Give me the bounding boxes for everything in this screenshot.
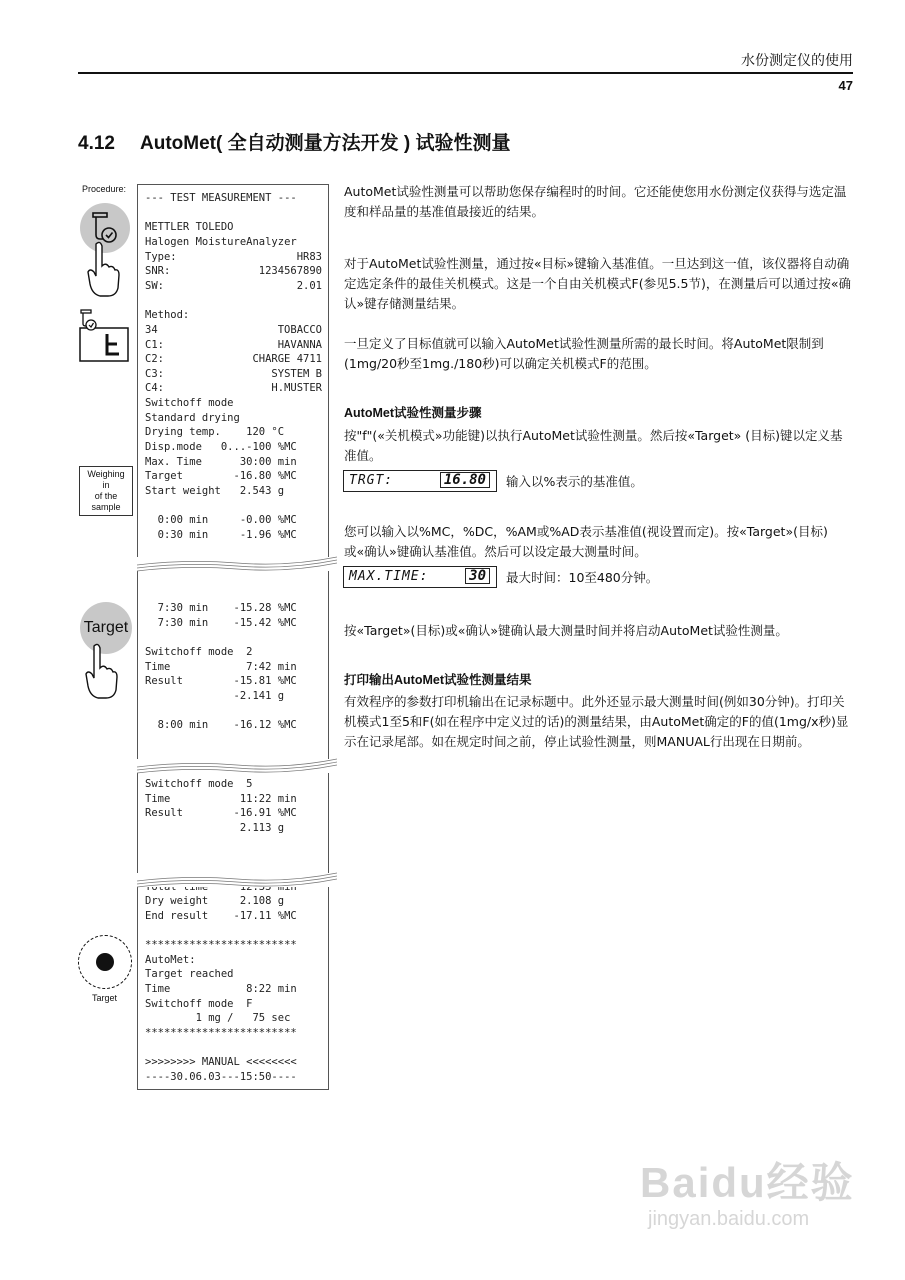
target-lcd-display bbox=[343, 470, 497, 492]
printout-line bbox=[145, 220, 322, 234]
printout-line bbox=[145, 894, 322, 908]
section-title-text: AutoMet( 全自动测量方法开发 ) 试验性测量 bbox=[140, 133, 511, 154]
watermark-url: jingyan.baidu.com bbox=[648, 1208, 810, 1230]
printout-line-text: Standard drying bbox=[145, 411, 240, 424]
printout-line bbox=[145, 206, 322, 220]
weighing-in-line-2: of the sample bbox=[91, 491, 121, 512]
weighing-in-label bbox=[79, 466, 133, 516]
printout-line bbox=[145, 631, 322, 645]
printout-line-text: Dry weight 2.108 g bbox=[145, 895, 285, 908]
printout-line-text: 8:00 min -16.12 %MC bbox=[145, 719, 297, 732]
target-paragraph: 对于AutoMet试验性测量，通过按«目标»键输入基准值。一旦达到这一值，该仪器将自动确定选定条件的最佳关机模式。这是一个自由关机模式F(参见5.5节)，在测量后可以通过按«确认»键存储测量结果。 bbox=[344, 256, 851, 311]
start-paragraph: 按«Target»(目标)或«确认»键确认最大测量时间并将启动AutoMet试验性测量。 bbox=[344, 623, 788, 638]
printout-line-text: 34 bbox=[145, 323, 158, 336]
printout-line bbox=[145, 499, 322, 513]
printout-line bbox=[145, 528, 322, 542]
printout-line bbox=[145, 587, 322, 601]
printout-line bbox=[145, 1041, 322, 1055]
lcd-max-time-label: MAX.TIME: bbox=[349, 569, 429, 584]
printout-line bbox=[145, 660, 322, 674]
printout-line-text: 7:30 min -15.42 %MC bbox=[145, 616, 297, 629]
printout-line bbox=[145, 469, 322, 483]
printout-line bbox=[145, 294, 322, 308]
printout-line bbox=[145, 279, 322, 293]
display-switchoff-icon bbox=[79, 308, 129, 362]
printout-line-text: Switchoff mode bbox=[145, 397, 234, 410]
printout-line bbox=[145, 1011, 322, 1025]
printout-line bbox=[145, 938, 322, 952]
printout-line bbox=[145, 674, 322, 688]
printout-line-text: METTLER TOLEDO bbox=[145, 221, 234, 234]
printout-line-text: --- TEST MEASUREMENT --- bbox=[145, 192, 297, 204]
procedure-paragraph: 按"f"(«关机模式»功能键)以执行AutoMet试验性测量。然后按«Target» (目标)键以定义基准值。 bbox=[344, 428, 843, 463]
printout-line bbox=[145, 250, 322, 264]
target-reached-indicator-icon bbox=[78, 935, 132, 989]
lcd-target-value: 16.80 bbox=[440, 472, 490, 488]
printout-line-text: 1 mg / 75 sec bbox=[145, 1012, 291, 1025]
printout-line-text: C4: bbox=[145, 382, 164, 395]
printout-line bbox=[145, 440, 322, 454]
printout-line-text: Switchoff mode 5 bbox=[145, 778, 253, 790]
printout-line bbox=[145, 792, 322, 806]
printout-line-text: Target -16.80 %MC bbox=[145, 470, 297, 483]
max-time-paragraph: 一旦定义了目标值就可以输入AutoMet试验性测量所需的最长时间。将AutoMet限制到(1mg/20秒至1mg./180秒)可以确定关机模式F的范围。 bbox=[344, 336, 824, 371]
printout-line-text: Result -15.81 %MC bbox=[145, 675, 297, 688]
printout-line bbox=[145, 455, 322, 469]
printout-break bbox=[137, 869, 337, 891]
printout-line-text: Time 8:22 min bbox=[145, 983, 297, 996]
printout-line bbox=[145, 367, 322, 381]
printout-line bbox=[145, 352, 322, 366]
printout-line-text: ----30.06.03---15:50---- bbox=[145, 1071, 297, 1083]
printout-line bbox=[145, 616, 322, 630]
printout-line-text: ************************ bbox=[145, 939, 297, 952]
printout-break bbox=[137, 553, 337, 575]
printout-line-text: Target reached bbox=[145, 968, 234, 981]
printout-line bbox=[145, 850, 322, 864]
printout-line bbox=[145, 997, 322, 1011]
printout-line-value: CHARGE 4711 bbox=[252, 353, 322, 366]
target-key-label: Target bbox=[83, 619, 129, 636]
print-heading: 打印输出AutoMet试验性测量结果 bbox=[344, 673, 532, 687]
printout-line bbox=[145, 1070, 322, 1084]
lcd-target-caption: 输入以%表示的基准值。 bbox=[506, 474, 643, 489]
procedure-label: Procedure: bbox=[82, 184, 127, 194]
baidu-watermark bbox=[640, 1150, 855, 1231]
printout-line-value: SYSTEM B bbox=[271, 367, 322, 380]
printout-line bbox=[145, 338, 322, 352]
printout-line-text: Disp.mode 0...-100 %MC bbox=[145, 441, 297, 454]
printout-line-text: Halogen MoistureAnalyzer bbox=[145, 235, 297, 248]
printout-line-text: SW: bbox=[145, 279, 164, 292]
section-title bbox=[78, 128, 510, 155]
printout-line bbox=[145, 821, 322, 835]
print-paragraph: 有效程序的参数打印机输出在记录标题中。此外还显示最大测量时间(例如30分钟)。打印关机模式1至5和F(如在程序中定义过的话)的测量结果，由AutoMet确定的F的值(1mg/x秒)显示在记录尾部。如在规定时间之前，停止试验性测量，则MANUAL行出现在日期前。 bbox=[344, 694, 849, 749]
printout-line-value: 1234567890 bbox=[258, 265, 322, 278]
printout-line bbox=[145, 484, 322, 498]
printout-line-text: ************************ bbox=[145, 1027, 297, 1040]
printout-line-text: SNR: bbox=[145, 265, 171, 278]
printout-line bbox=[145, 396, 322, 410]
printout-line-text: Method: bbox=[145, 309, 190, 322]
printout-line bbox=[145, 953, 322, 967]
printout-line-text: End result -17.11 %MC bbox=[145, 909, 297, 922]
weighing-in-line-1: Weighing in bbox=[87, 469, 125, 490]
printout-line bbox=[145, 1026, 322, 1040]
printout-line-text: C1: bbox=[145, 338, 164, 351]
printout-line bbox=[145, 689, 322, 703]
lcd-max-time-caption: 最大时间：10至480分钟。 bbox=[506, 570, 659, 585]
lcd-max-time-value: 30 bbox=[465, 568, 490, 584]
printout-line-text: 0:00 min -0.00 %MC bbox=[145, 514, 297, 527]
printout-line-value: HAVANNA bbox=[277, 338, 322, 351]
printout-line bbox=[145, 191, 322, 205]
printout-line-text: >>>>>>>> MANUAL <<<<<<<< bbox=[145, 1056, 297, 1069]
printout-line bbox=[145, 777, 322, 791]
printout-line bbox=[145, 323, 322, 337]
running-header-title: 水份测定仪的使用 bbox=[741, 53, 853, 69]
intro-paragraph: AutoMet试验性测量可以帮助您保存编程时的时间。它还能使您用水份测定仪获得与选定温度和样品量的基准值最接近的结果。 bbox=[344, 184, 847, 219]
printout-line-value: 2.01 bbox=[296, 279, 322, 292]
printout-line-text: Max. Time 30:00 min bbox=[145, 455, 297, 468]
printout-line bbox=[145, 308, 322, 322]
lcd-target-label: TRGT: bbox=[349, 473, 394, 488]
printout-line-text: Drying temp. 120 °C bbox=[145, 426, 285, 439]
printout-line bbox=[145, 704, 322, 718]
printout-line-value: H.MUSTER bbox=[271, 382, 322, 395]
printout-line bbox=[145, 909, 322, 923]
printout-line-value: HR83 bbox=[296, 250, 322, 263]
printout-line bbox=[145, 425, 322, 439]
printout-line-text: C2: bbox=[145, 353, 164, 366]
printout-line-text: Switchoff mode F bbox=[145, 997, 253, 1010]
printout-line bbox=[145, 982, 322, 996]
max-time-lcd-display bbox=[343, 566, 497, 588]
pressing-hand-icon bbox=[84, 240, 124, 300]
printout-line bbox=[145, 513, 322, 527]
procedure-heading: AutoMet试验性测量步骤 bbox=[344, 406, 482, 420]
printout-line-text: -2.141 g bbox=[145, 690, 285, 703]
section-number: 4.12 bbox=[78, 133, 115, 154]
printout-line bbox=[145, 836, 322, 850]
printout-line-text: AutoMet: bbox=[145, 953, 196, 966]
printout-line bbox=[145, 411, 322, 425]
printout-line-text: Time 11:22 min bbox=[145, 792, 297, 805]
printout-line-text: Time 7:42 min bbox=[145, 660, 297, 673]
target-units-paragraph: 您可以输入以%MC，%DC，%AM或%AD表示基准值(视设置而定)。按«Target»(目标)或«确认»键确认基准值。然后可以设定最大测量时间。 bbox=[344, 524, 828, 559]
printout-line bbox=[145, 1055, 322, 1069]
printout-line-text: 2.113 g bbox=[145, 821, 285, 834]
printout-line bbox=[145, 806, 322, 820]
printout-line-text: 0:30 min -1.96 %MC bbox=[145, 528, 297, 541]
printout-line bbox=[145, 381, 322, 395]
page-number: 47 bbox=[838, 78, 853, 93]
printout-line bbox=[145, 645, 322, 659]
printout-line bbox=[145, 264, 322, 278]
printout-line-text: Switchoff mode 2 bbox=[145, 646, 253, 659]
printout-line-text: Start weight 2.543 g bbox=[145, 485, 285, 497]
printout-line bbox=[145, 235, 322, 249]
watermark-brand: Baidu经验 bbox=[640, 1159, 855, 1206]
printout-break bbox=[137, 755, 337, 777]
printout-line bbox=[145, 718, 322, 732]
printout-line-text: C3: bbox=[145, 367, 164, 380]
printout-line-text: Result -16.91 %MC bbox=[145, 807, 297, 820]
test-measurement-printout bbox=[137, 184, 329, 1090]
target-indicator-label: Target bbox=[92, 993, 118, 1003]
printout-line-value: TOBACCO bbox=[277, 323, 322, 336]
printout-line-text: 7:30 min -15.28 %MC bbox=[145, 602, 297, 615]
printout-line bbox=[145, 733, 322, 747]
printout-line-text: Type: bbox=[145, 250, 177, 263]
printout-line bbox=[145, 601, 322, 615]
printout-line bbox=[145, 967, 322, 981]
pressing-hand-icon-2 bbox=[82, 642, 122, 702]
printout-line bbox=[145, 924, 322, 938]
header-rule bbox=[78, 72, 853, 74]
